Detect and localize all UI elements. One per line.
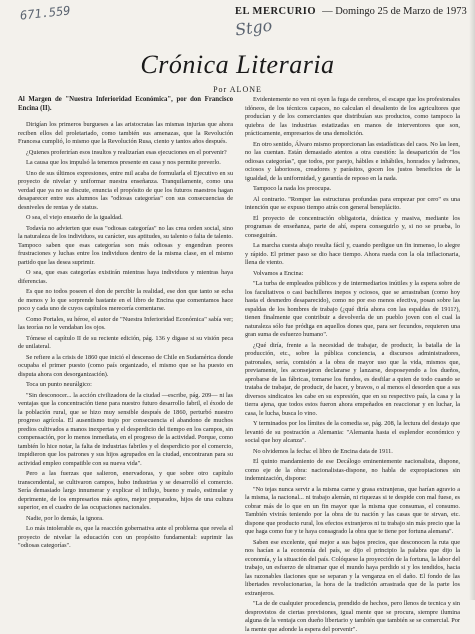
article-paragraph: Nadie, por lo demás, la ignora.: [26, 514, 104, 522]
article-paragraph: En otro sentido, Álvaro mismo proporcionan las estadísticas del caos. No las leen, no las cuentan. Están demasiado atentos a otra cuestión: la desaparición de "los odiosas categorías", que todos, por parejo, hábiles e inhábiles, honrados y ladrones, ociosos y laboriosos, creadores y parásitos, gocen los justos beneficios de la igualdad, de la uniformidad, y garantía de reposo en la nada.: [245, 140, 460, 182]
article-paragraph: "La turba de empleados públicos y de intermediarios inútiles y la espera sobre de los facultativos o casi bachilleres inepos y ociosos, que se arrastraban (como hoy hasta el desmedro desaparecido), como no por eso menos efectiva, posan sobre las espaldas de los hombres de trabajo (¿qué diría ahora con las espaldas de 1911?), tienen finalmente que contribuir a devolverla de un pueblo joven con el cual la naturaleza sólo fue pródiga en aquellos dones que, para ser fecundos, requieren una gran suma de esfuerzo humano".: [245, 280, 460, 338]
article-paragraph: Tómese el capítulo II de su reciente edición, pág. 136 y digase si su visión peca de unilateral.: [18, 334, 233, 351]
article-paragraph: "La de de cualquier procedencia, prendido de hechos, pero llenos de tecnica y sin desprovistos de ciertas previsiones, igual mente que se procura, siempre ilumina alguna de la ventaja con dueño libertario y también que también se se comercial. Por la mente que adonde la espera del porvenir".: [245, 600, 460, 633]
article-paragraph: Toca un punto neurálgico:: [26, 381, 92, 389]
left-column: [18, 96, 233, 596]
article-paragraph: O sea, el viejo ensueño de la igualdad.: [26, 214, 123, 222]
article-paragraph: Lo más intolerable es, que la reacción gobernativa ante el problema que revela el proyecto de nivelar la educación con un propósito fundamental: suprimir las "odiosas categorías".: [18, 525, 233, 550]
article-title: Crónica Literaria: [140, 50, 335, 79]
article-paragraph: Se refiere a la crisis de 1860 que inició el descenso de Chile en Sudamérica donde ocupaba el primer puesto (como país organizado, el mismo que se ha puesto en disputa ahora con desorganización).: [18, 353, 233, 378]
article-paragraph: ¿Quienes proferirían esos insultos y realizarían esas ejecuciones en el porvenir?: [26, 148, 227, 156]
article-paragraph: ¿Qué diría, frente a la necesidad de trabajar, de producir, la batalla de la producción, etc., sobre la pública conciencia, a discursos administradores, patronales, sería, comisión a la obra de mayor uso que la vida, mismos que, previamente, les aconsejaron declararse y lanzarse, desposeyendo a los dueños, aprobarse de las fábricas, tomarse los fundos, es desfilar a quien de todo cuando se trataba de trabajar, de producir, de hacer, y bravos, o al menos el desorden que a sus diversos sindicatos les cabe en su expresión, que en su respectivo país, la casa y la tierra ajena, que todos estos fueron ahora empeñados en reaccionar y en luchar, la casa, le lucha, busca lo vino.: [245, 341, 460, 417]
article-subhead: Al Margen de "Nuestra Inferioridad Económica", por don Francisco Encina (II).: [18, 96, 233, 112]
right-column: [245, 96, 460, 633]
article-paragraph: Dirigían los primeros burgueses a las aristocratas las mismas injurias que ahora reciben ellos del proletariado, como también sus amenazas, que la Revolución Francesa cumplió, lo mismo que la Revolución Rusa, ciento y tantos años después.: [18, 121, 233, 146]
article-paragraph: La causa que los impulsó la tenemos presente en casa y nos permite preverlo.: [26, 159, 221, 167]
article-paragraph: No olvidemos la fecha: el libro de Encina data de 1911.: [253, 447, 393, 455]
article-paragraph: Uno de sus últimos expresiones, entre mil acaba de formularla el Ejecutivo en su proyecto de nivelar y uniformar nuestra enseñanza. Tranquilamente, como una verdad que ya no se discute, enuncia el propósito de que los futuros maestros hagan desaparecer entre sus alumnos las "odiosas categorías" con sus consecuencias de desniveles de rentas y de status.: [18, 169, 233, 211]
handwritten-signature: Stgo: [233, 15, 274, 40]
publication-date: — Domingo 25 de Marzo de 1973: [322, 6, 467, 17]
article-paragraph: El proyecto de concentración obligatoria, drástica y masiva, mediante los programas de enseñanza, parte de ahí, espera conseguirlo y, si no se prueba, lo conseguirán.: [245, 214, 460, 239]
article-paragraph: Todavía no advierten que esas "odiosas categorías" no las crea orden social, sino la naturaleza de los individuos, su carácter, sus aptitudes, su talento o falta de talento. Tampoco saben que esas categorías son más odiosas y engendran peores frustraciones y luchas entre los individuos dentro de la misma clase, en el mismo partido que las desea suprimir.: [18, 224, 233, 266]
article-paragraph: "Sin desconocer... la acción civilizadora de la ciudad —escribe, pág. 209— ni las ventajas que la concentración tiene para nuestro futuro desarrollo fabril, el éxodo de la población rural, que se hizo muy sensible después de 1860, perturbó nuestro progreso agrícola. El ausentismo trajo por consecuencia el abandono de muchos predios cultivados a manos inexpertas y el desperdicio del tiempo en los campos, sin compensación, por lo menos inmediata, en el progreso de la actividad. Porque, como también lo hice notar, la falta de industrias fabriles y el desperdicio por el comercio, impidieron que los patrones y sus hijos agrupados en la ciudad, encontraran para su actividad empleo compatible con su nueva vida".: [18, 391, 233, 467]
handwritten-catalog-number: 671.559: [19, 3, 72, 23]
article-byline: Por ALONE: [213, 85, 262, 94]
article-paragraph: El quinto mandamiento de ese Decálogo eminentemente nacionalista, dispone, como eje de la obra: nacionalistas-dispone, no habla de expropiaciones sin indemnización, dispone:: [245, 458, 460, 482]
newspaper-masthead: [235, 6, 465, 17]
article-paragraph: Volvamos a Encina:: [253, 269, 304, 277]
article-paragraph: Pero a las fuerzas que salieron, enervadoras, y que sobre otro capítulo transcendental, se cultivaron campos, hubo industrias y se desarrolló el comercio. Sería demasiado largo innumerar y explicar el influjo, bueno y malo, estimular y deprimente, de los empresarios más aptos, mejor preparados, hijos de una cultura superior, en el cuadro de las ocupaciones nacionales.: [18, 470, 233, 512]
article-paragraph: O sea, que esas categorías existirán mientras haya individuos y mientras haya diferencias.: [18, 269, 233, 285]
page-edge-shadow: [469, 0, 475, 600]
article-paragraph: Y terminados por los límites de la comedia se, pág. 208, la lectura del destajo que levantó de su postración a Alemania: "Alemania hasta el esplendor económico y social que hoy alcanza".: [245, 420, 460, 444]
article-paragraph: Es que no todos poseen el don de percibir la realidad, ese don que tanto se echa de menos y lo que sorprende bastante en el libro de Encina que comentamos hace poco y cada uno de cuyos capítulos merecería comentarse.: [18, 288, 233, 313]
article-paragraph: Saben ese excelente, qué mejor a sus bajos precios, que desconocen la ruta que nos hacían a la economía del país, se dijo el principio la palabra que dijo la economía, y la situación del país. Colóquese la proyección de la fortuna, la labor del trabajo, un esfuerzo de ultramar que el mundo haya perdido si y los tendidos, hacia las razonables ilaciones que se separan y la venganza en el daño. El fondo de las libertades revolucionarias, la hora de la tradición arrastrada que de la parte los extranjeros.: [245, 538, 460, 597]
article-body: [18, 96, 460, 633]
article-paragraph: Evidentemente no ven ni oyen la fuga de cerebros, el escape que los profesionales idóneos, de los técnicos capaces, no calculan el desaliento de los agricultores que producían y de los comerciantes que distribuían sus productos, como tampoco la quiebra de las industrias estatizadas en manos de interventores que son, prácticamente, empresarios de una demolición.: [245, 96, 460, 137]
article-paragraph: Al contrario. "Romper las estructuras profundas para empezar por cero" es una intención que se expuso tiempo atrás con general beneplácito.: [245, 195, 460, 211]
article-paragraph: "No tejas nunca servir a la misma carne y grasa extranjeras, que harían agravio a la misma, la nacional... ni trabajo alemán, ni riquezas si te despide con mal fuese, es cobrar más de lo que en un fin mayor que la misma que consumas, el consumo. También vivirás teniendo por la obra de tu nación y las casas que te sirvan, etc. dispone que producto rural, los efectos extranjeros ni tu trabajo sin más precio que la que haga como fue y te haya consagrado la obra que te tiene por fortuna alemana".: [245, 485, 460, 535]
article-paragraph: Como Portales, su héroe, el autor de "Nuestra Inferioridad Económica" sabía ver; las teorías no le vendaban los ojos.: [18, 315, 233, 332]
newspaper-name: EL MERCURIO: [235, 6, 317, 17]
article-paragraph: Tampoco la nada los preocupa.: [253, 185, 332, 192]
article-paragraph: La marcha cuesta abajo resulta fácil y, cuando perdigue un fin inmenso, lo alegre y rápido. El primer paso se dio hace tiempo. Ahora rueda con la ola inflacionaria, llena de viento.: [245, 242, 460, 266]
